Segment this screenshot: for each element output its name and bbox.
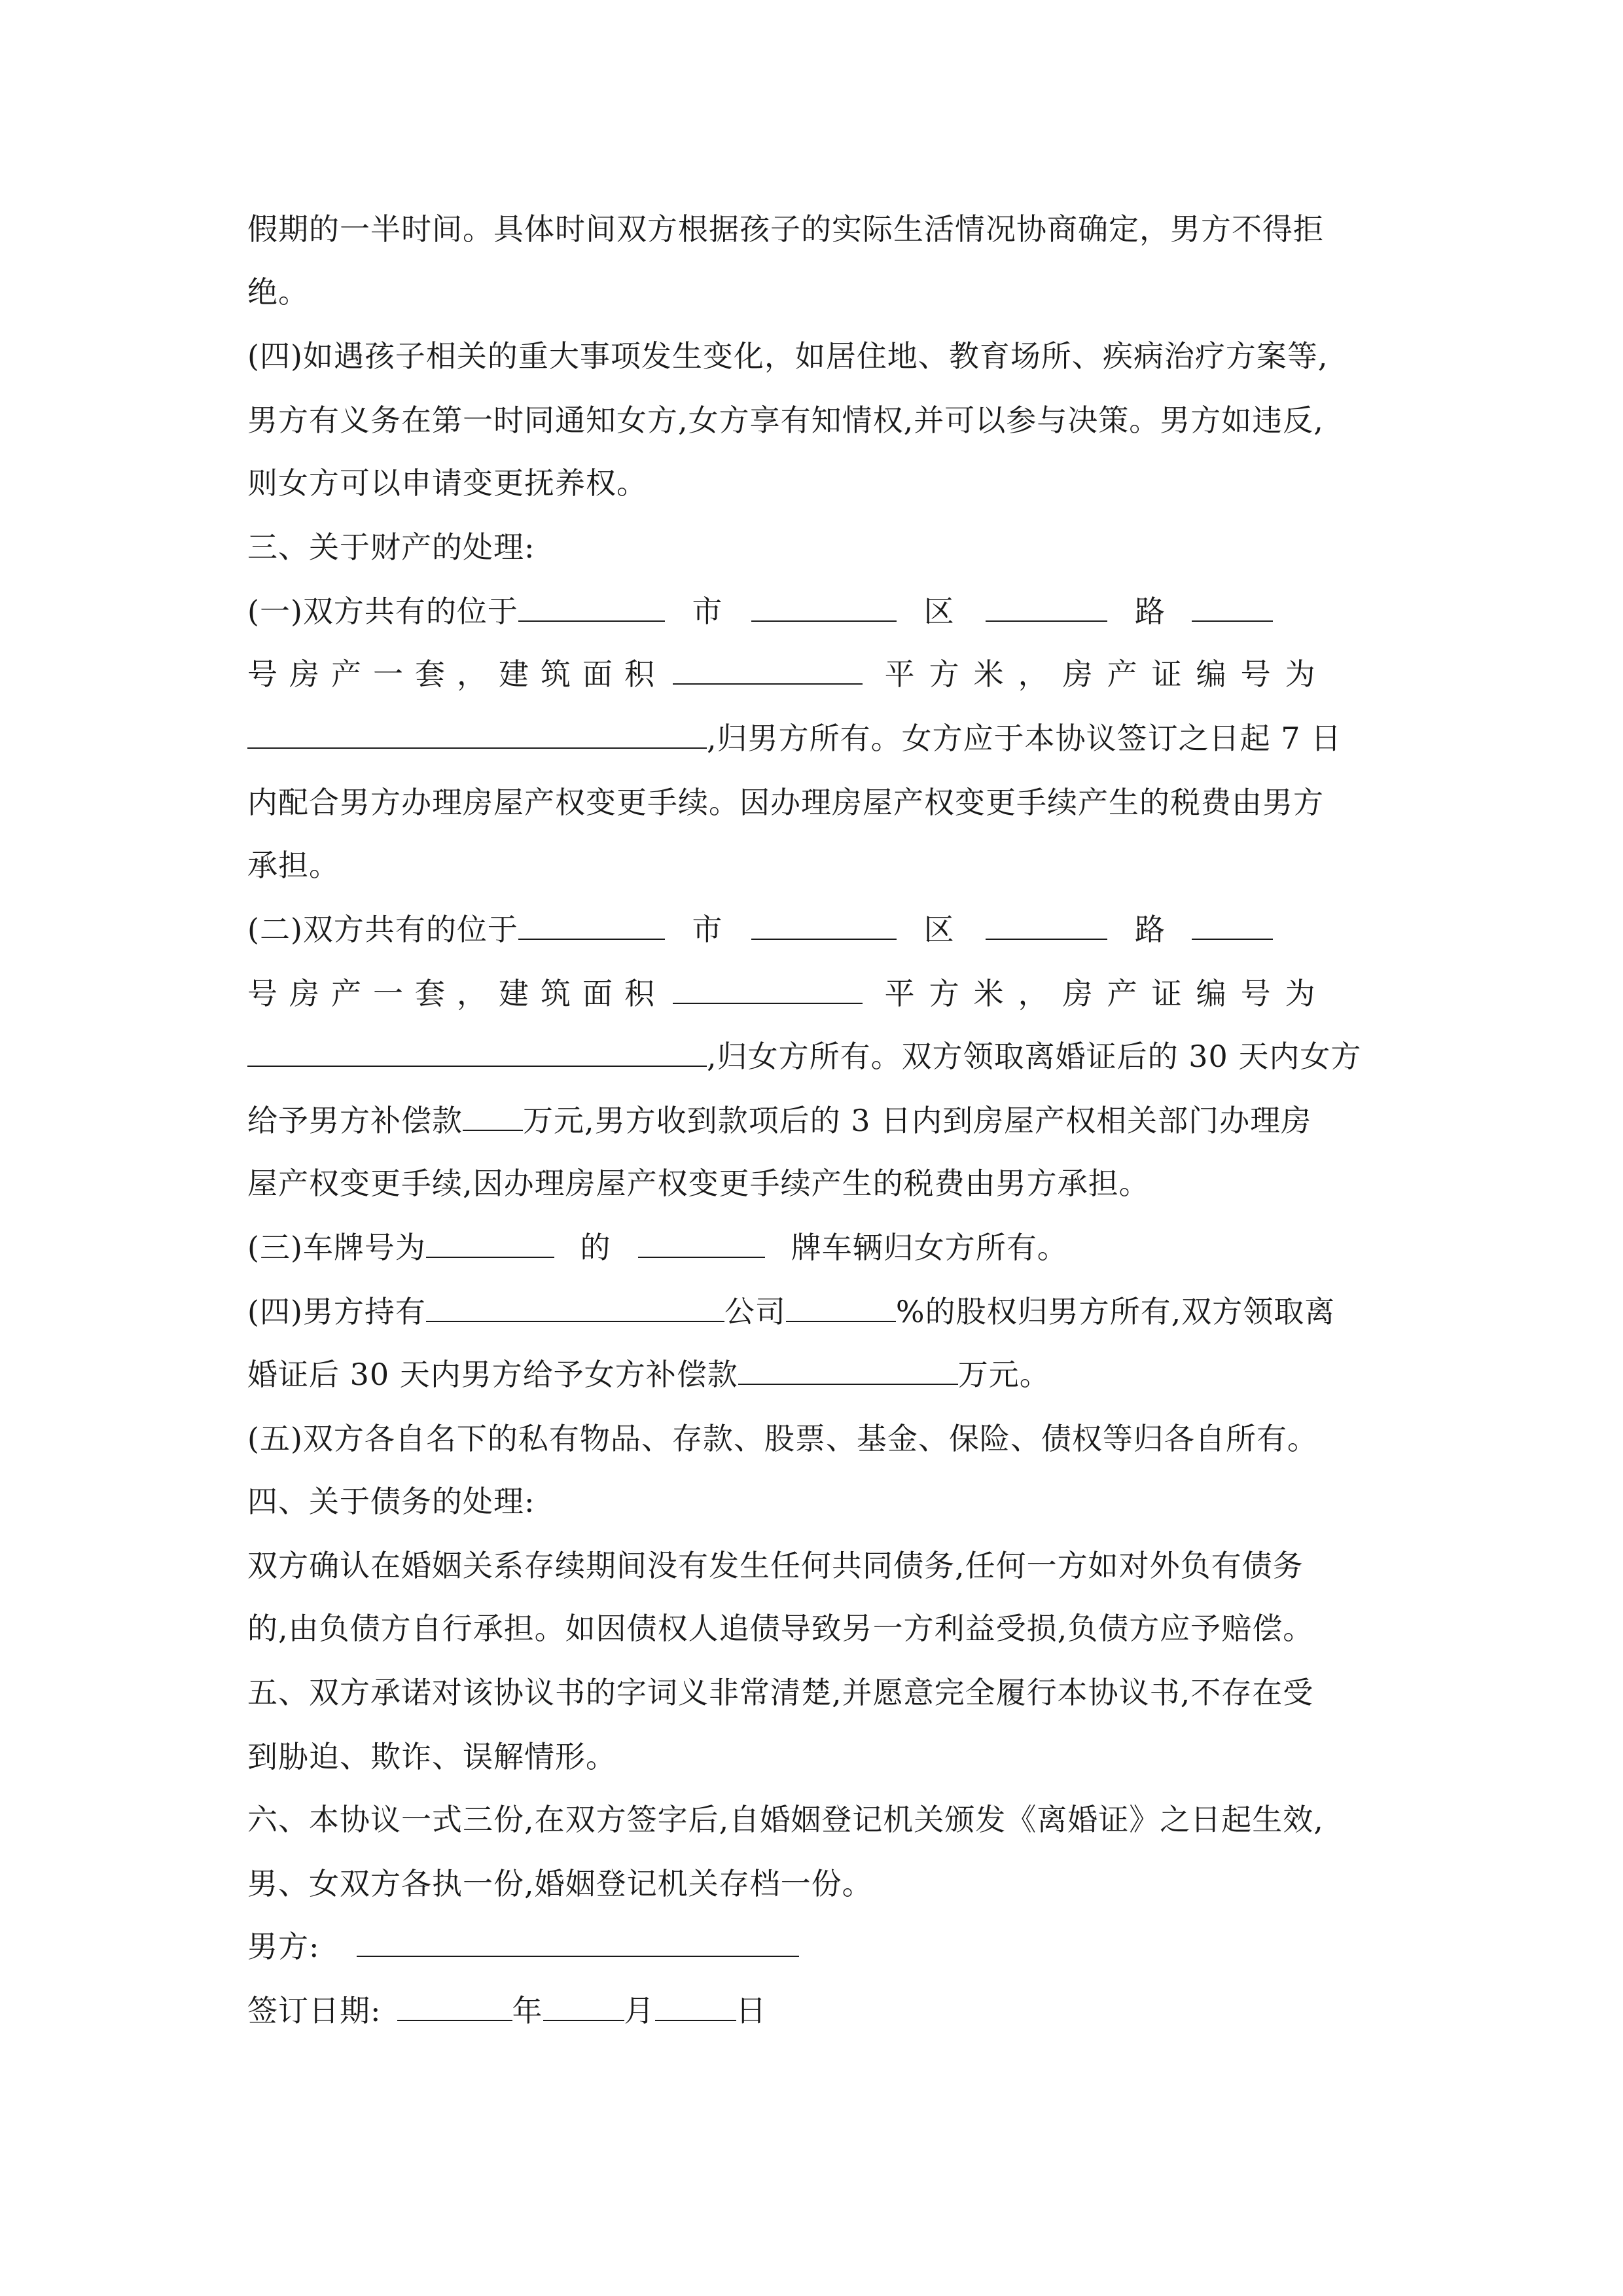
district-label: 区	[923, 912, 955, 947]
owner-clause: ,归女方所有。双方领取离婚证后的 30 天内女方	[707, 1039, 1362, 1074]
house-label: 号房产一套，建筑面积	[247, 976, 666, 1011]
section-6-line: 六、本协议一式三份,在双方签字后,自婚姻登记机关颁发《离婚证》之日起生效,	[247, 1802, 1324, 1837]
day-label: 日	[736, 1993, 767, 2028]
text-line: 假期的一半时间。具体时间双方根据孩子的实际生活情况协商确定，男方不得拒	[247, 211, 1324, 247]
text-line: 屋产权变更手续,因办理房屋产权变更手续产生的税费由男方承担。	[247, 1166, 1150, 1201]
property-2-line-2	[247, 973, 1330, 1014]
man-signature-label: 男方:	[247, 1929, 320, 1964]
equity-clause: %的股权归男方所有,双方领取离	[895, 1294, 1336, 1329]
text-line: 双方确认在婚姻关系存续期间没有发生任何共同债务,任何一方如对外负有债务	[247, 1548, 1304, 1583]
road-blank	[986, 594, 1107, 622]
text-line: 到胁迫、欺诈、误解情形。	[247, 1739, 616, 1774]
property-1-line-2	[247, 653, 1330, 695]
text-line: 绝。	[247, 274, 309, 310]
number-blank	[1192, 912, 1273, 940]
text-line: 内配合男方办理房屋产权变更手续。因办理房屋产权变更手续产生的税费由男方	[247, 785, 1324, 820]
equity-line-1	[247, 1291, 1335, 1333]
property-2-line-4	[247, 1100, 1311, 1141]
signature-line	[247, 1926, 799, 1967]
vehicle-line	[247, 1227, 1068, 1268]
text-line: 男、女双方各执一份,婚姻登记机关存档一份。	[247, 1866, 873, 1901]
vehicle-owner-clause: 牌车辆归女方所有。	[791, 1230, 1068, 1265]
clause-2-4-line: (四)如遇孩子相关的重大事项发生变化，如居住地、教育场所、疾病治疗方案等,	[247, 338, 1329, 374]
section-4-title: 四、关于债务的处理:	[247, 1484, 535, 1519]
equity-label: (四)男方持有	[247, 1294, 426, 1329]
man-signature-blank	[357, 1929, 799, 1957]
text-line: 男方有义务在第一时同通知女方,女方享有知情权,并可以参与决策。男方如违反,	[247, 403, 1324, 438]
compensation-blank	[463, 1103, 523, 1131]
text-line: 承担。	[247, 848, 340, 883]
compensation-label: 给予男方补偿款	[247, 1103, 463, 1138]
property-2-prefix: (二)双方共有的位于	[247, 912, 518, 947]
company-label: 公司	[724, 1294, 786, 1329]
year-blank	[397, 1994, 512, 2021]
property-1-line-1	[247, 590, 1273, 632]
text-line: 的,由负债方自行承担。如因债权人追债导致另一方利益受损,负债方应予赔偿。	[247, 1611, 1314, 1646]
vehicle-brand-blank	[638, 1230, 765, 1258]
property-2-line-1	[247, 908, 1273, 950]
certificate-number-blank	[247, 721, 707, 749]
owner-clause: ,归男方所有。女方应于本协议签订之日起 7 日	[707, 721, 1342, 756]
day-blank	[655, 1994, 736, 2021]
date-label: 签订日期:	[247, 1993, 382, 2028]
equity-compensation-blank	[738, 1357, 958, 1385]
area-blank	[673, 977, 863, 1004]
property-1-prefix: (一)双方共有的位于	[247, 594, 518, 629]
road-blank	[986, 912, 1107, 940]
month-label: 月	[624, 1993, 655, 2028]
area-blank	[673, 657, 863, 685]
certificate-number-blank	[247, 1039, 707, 1067]
city-label: 市	[692, 912, 723, 947]
road-label: 路	[1135, 594, 1166, 629]
city-label: 市	[692, 594, 723, 629]
district-blank	[751, 594, 897, 622]
company-blank	[426, 1295, 724, 1322]
date-line	[247, 1990, 767, 2032]
area-unit-label: 平方米，房产证编号为	[884, 976, 1330, 1011]
plate-number-blank	[426, 1230, 554, 1258]
equity-compensation-unit: 万元。	[957, 1357, 1050, 1392]
section-3-title: 三、关于财产的处理:	[247, 529, 535, 565]
section-5-line: 五、双方承诺对该协议书的字词义非常清楚,并愿意完全履行本协议书,不存在受	[247, 1675, 1314, 1710]
of-label: 的	[580, 1230, 611, 1265]
road-label: 路	[1135, 912, 1166, 947]
district-label: 区	[923, 594, 955, 629]
city-blank	[518, 594, 665, 622]
equity-compensation-label: 婚证后 30 天内男方给予女方补偿款	[247, 1357, 738, 1392]
percentage-blank	[786, 1295, 896, 1322]
number-blank	[1192, 594, 1273, 622]
city-blank	[518, 912, 665, 940]
text-line: (五)双方各自名下的私有物品、存款、股票、基金、保险、债权等归各自所有。	[247, 1421, 1318, 1456]
month-blank	[543, 1994, 624, 2021]
house-label: 号房产一套，建筑面积	[247, 656, 666, 692]
equity-line-2	[247, 1354, 1050, 1395]
area-unit-label: 平方米，房产证编号为	[884, 656, 1330, 692]
district-blank	[751, 912, 897, 940]
year-label: 年	[512, 1993, 543, 2028]
plate-label: (三)车牌号为	[247, 1230, 426, 1265]
compensation-clause: 万元,男方收到款项后的 3 日内到房屋产权相关部门办理房	[523, 1103, 1312, 1138]
property-1-line-3	[247, 717, 1342, 759]
text-line: 则女方可以申请变更抚养权。	[247, 465, 647, 501]
property-2-line-3	[247, 1035, 1361, 1077]
